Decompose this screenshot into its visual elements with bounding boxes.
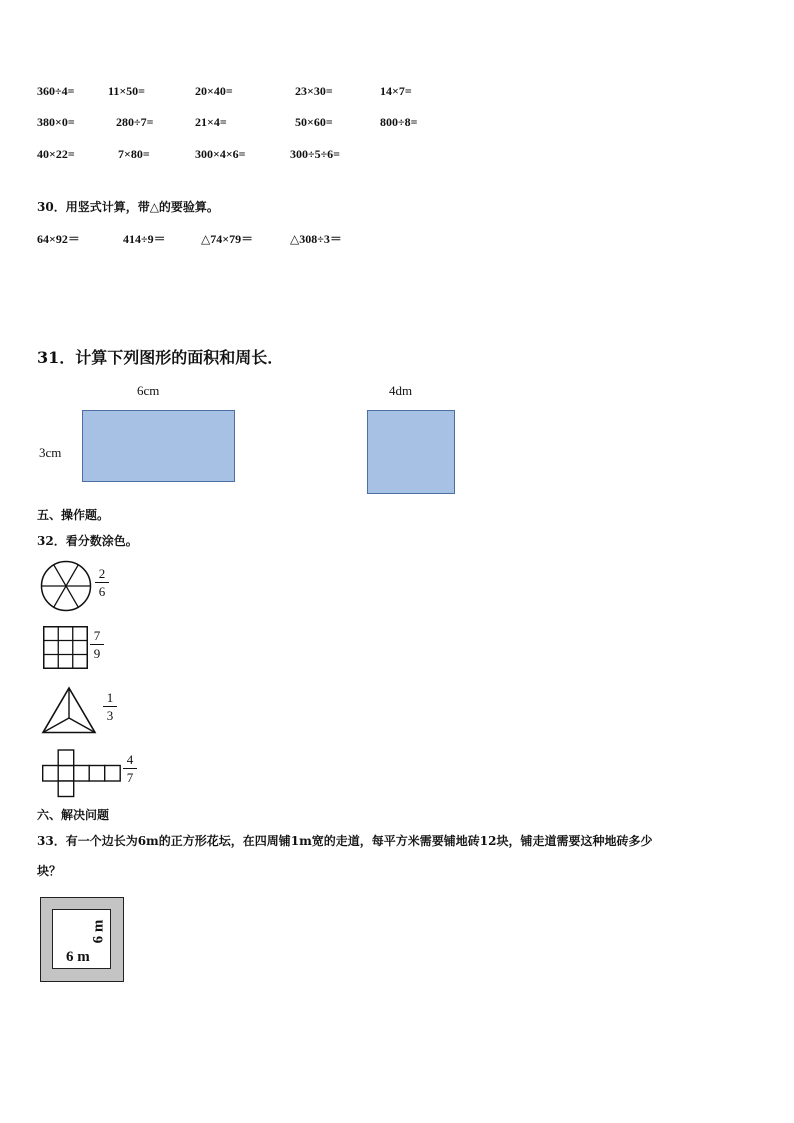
- fraction-label: 1 3: [103, 690, 117, 723]
- question-30-title: 30．用竖式计算，带△的要验算。: [37, 200, 219, 214]
- bottom-side-label: 6 m: [66, 949, 90, 965]
- calc-item: 20×40=: [195, 84, 233, 98]
- calc-item: 21×4=: [195, 115, 227, 129]
- vertical-calc-item: 64×92＝: [37, 232, 80, 246]
- triangle-three-parts-icon: [42, 687, 96, 734]
- walkway-diagram: [40, 897, 124, 982]
- calc-item: 800÷8=: [380, 115, 418, 129]
- question-31-title: 31．计算下列图形的面积和周长．: [37, 348, 284, 367]
- rectangle-shape: [82, 410, 235, 482]
- rectangle-width-label: 6cm: [137, 383, 160, 398]
- calc-item: 50×60=: [295, 115, 333, 129]
- calc-item: 380×0=: [37, 115, 75, 129]
- calc-item: 280÷7=: [116, 115, 154, 129]
- calc-item: 40×22=: [37, 147, 75, 161]
- section-heading: 六、解决问题: [37, 808, 110, 822]
- cross-seven-squares-icon: [42, 749, 122, 797]
- fraction-label: 7 9: [90, 628, 104, 661]
- rectangle-height-label: 3cm: [39, 445, 62, 460]
- section-heading: 五、操作题。: [37, 508, 110, 522]
- calc-item: 360÷4=: [37, 84, 75, 98]
- calc-item: 300×4×6=: [195, 147, 246, 161]
- right-side-label: 6 m: [90, 919, 107, 944]
- circle-six-sectors-icon: [40, 560, 92, 612]
- fraction-label: 4 7: [123, 752, 137, 785]
- calc-item: 23×30=: [295, 84, 333, 98]
- calc-item: 7×80=: [118, 147, 150, 161]
- grid-3x3-icon: [43, 626, 88, 669]
- vertical-calc-item: △74×79＝: [201, 232, 254, 246]
- calc-item: 14×7=: [380, 84, 412, 98]
- question-33-text: 块？: [37, 864, 62, 878]
- calc-item: 300÷5÷6=: [290, 147, 341, 161]
- question-32-title: 32．看分数涂色。: [37, 534, 138, 548]
- vertical-calc-item: 414÷9＝: [123, 232, 166, 246]
- calc-item: 11×50=: [108, 84, 146, 98]
- fraction-label: 2 6: [95, 566, 109, 599]
- vertical-calc-item: △308÷3＝: [290, 232, 342, 246]
- question-33-text: 33．有一个边长为6m的正方形花坛，在四周铺1m宽的走道，每平方米需要铺地砖12块，铺走道需要这种地砖多少: [37, 834, 653, 848]
- square-shape: [367, 410, 455, 494]
- square-side-label: 4dm: [389, 383, 413, 398]
